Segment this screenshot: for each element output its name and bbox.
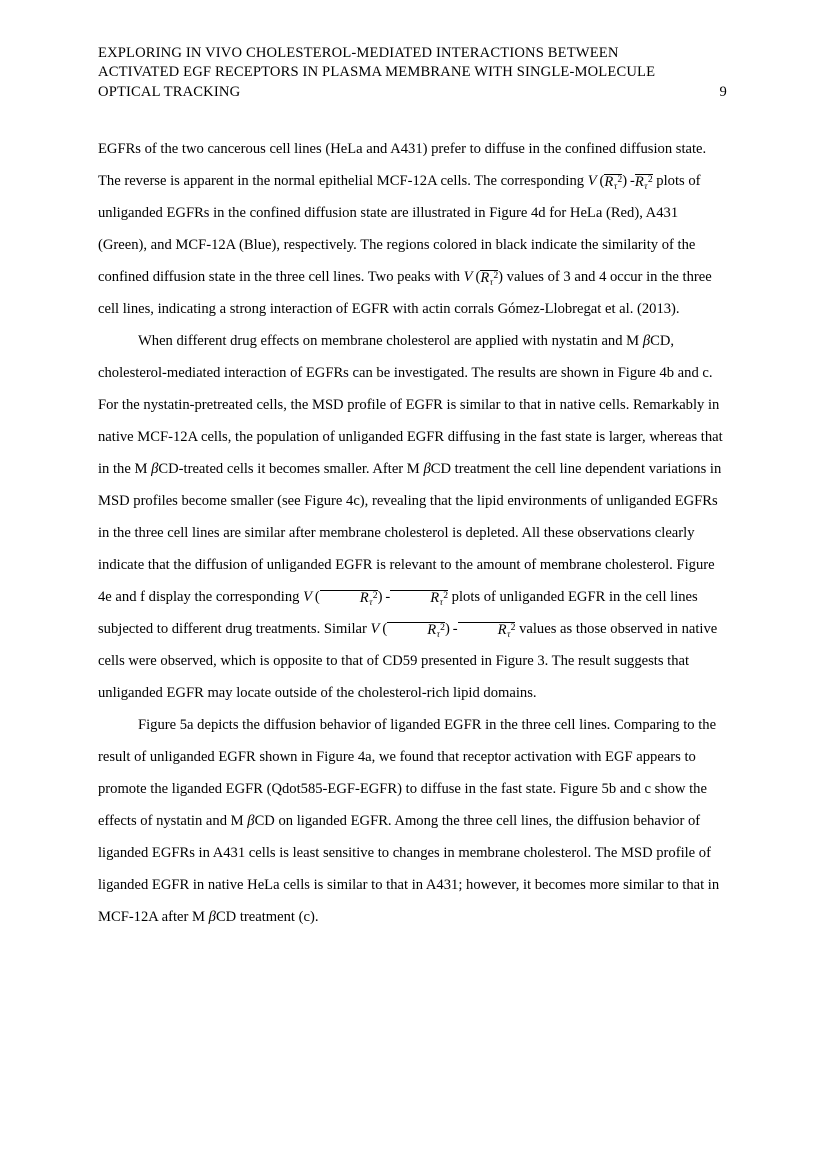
math-symbol-v: V (370, 621, 380, 638)
header-title-line-3: OPTICAL TRACKING (98, 83, 241, 100)
math-close-paren: ) (377, 589, 383, 606)
math-overline-r-tau-squared (604, 174, 622, 191)
math-superscript-two: 2 (510, 622, 516, 634)
math-symbol-beta: β (423, 461, 431, 478)
math-open-paren: ( (382, 621, 388, 638)
math-symbol-r: R (359, 590, 369, 607)
math-overline-r-tau-squared (390, 590, 448, 607)
math-overline-r-tau-squared (480, 270, 498, 287)
math-superscript-two: 2 (617, 174, 623, 186)
page-number: 9 (719, 83, 727, 100)
header-title-line-3-row (98, 83, 727, 102)
math-minus-sign: - (627, 173, 635, 190)
math-open-paren: ( (599, 173, 605, 190)
paragraph-3: Figure 5a depicts the diffusion behavior of liganded EGFR in the three cell lines. Comparing to the result of unliganded EGFR shown in Figure 4a, we found that receptor activation with EGF appears to promote the liganded EGFR (Qdot585-EGF-EGFR) to diffuse in the fast state. Figure 5b and c show the effects of nystatin and M βCD on liganded EGFR. Among the three cell lines, the diffusion behavior of liganded EGFRs in A431 cells is least sensitive to changes in membrane cholesterol. The MSD profile of liganded EGFR in native HeLa cells is similar to that in A431; however, it becomes more similar to that in MCF-12A after M βCD treatment (c). (98, 717, 720, 926)
math-overline-r-tau-squared (635, 174, 653, 191)
math-symbol-v: V (463, 269, 473, 286)
math-symbol-r: R (604, 174, 614, 191)
math-superscript-two: 2 (440, 622, 445, 634)
math-symbol-v: V (587, 173, 597, 190)
math-open-paren: ( (314, 589, 320, 606)
math-overline-r-tau-squared (320, 590, 378, 607)
math-superscript-two: 2 (372, 590, 378, 602)
math-symbol-beta: β (642, 333, 651, 350)
math-v-of-r-tau-squared (303, 589, 382, 605)
paragraph-1: EGFRs of the two cancerous cell lines (HeLa and A431) prefer to diffuse in the confined diffusion state. The reverse is apparent in the normal epithelial MCF-12A cells. The corresponding V $(R_\tau^2)$ $-R_\tau^2$ plots of unliganded EGFRs in the confined diffusion state are illustrated in Figure 4d for HeLa (Red), A431 (Green), and MCF-12A (Blue), respectively. The regions colored in black indicate the similarity of the confined diffusion state in the three cell lines. Two peaks with V $(R_\tau^2)$ values of 3 and 4 occur in the three cell lines, indicating a strong interaction of EGFR with actin corrals Gómez-Llobregat et al. (2013). (98, 141, 712, 318)
math-close-paren: ) (444, 621, 450, 638)
math-subscript-tau: τ (489, 276, 494, 287)
math-symbol-v: V (303, 589, 312, 606)
math-subscript-tau: τ (644, 180, 648, 191)
math-subscript-tau: τ (613, 180, 618, 191)
math-symbol-beta: β (247, 813, 255, 830)
math-v-of-r-tau-squared (464, 269, 503, 285)
running-header (98, 44, 727, 102)
math-superscript-two: 2 (493, 270, 499, 282)
math-superscript-two: 2 (647, 174, 653, 186)
math-symbol-r: R (427, 622, 437, 639)
math-symbol-r: R (497, 622, 507, 639)
math-subscript-tau: τ (507, 628, 511, 639)
math-close-paren: ) (622, 173, 628, 190)
page-content (98, 44, 727, 933)
header-title-line-2: ACTIVATED EGF RECEPTORS IN PLASMA MEMBRANE WITH SINGLE-MOLECULE (98, 64, 656, 81)
math-v-of-r-tau-squared (588, 173, 627, 189)
math-v-of-r-tau-squared (370, 621, 449, 637)
math-minus-sign: - (382, 589, 391, 606)
math-overline-r-tau-squared (458, 622, 516, 639)
math-subscript-tau: τ (436, 628, 440, 639)
math-minus-sign: - (449, 621, 458, 638)
header-title-line-1: EXPLORING IN VIVO CHOLESTEROL-MEDIATED INTERACTIONS BETWEEN (98, 45, 619, 61)
math-close-paren: ) (498, 269, 504, 286)
math-subscript-tau: τ (439, 596, 443, 607)
math-symbol-beta: β (151, 461, 159, 478)
math-v-of-r-tau-squared-minus-r-tau-squared (370, 621, 515, 637)
math-symbol-beta: β (208, 909, 216, 926)
math-symbol-r: R (634, 174, 644, 191)
math-subscript-tau: τ (369, 596, 373, 607)
math-symbol-r: R (480, 270, 490, 287)
paragraph-2: When different drug effects on membrane cholesterol are applied with nystatin and M βCD, cholesterol-mediated interaction of EGFRs can be investigated. The results are shown in Figure 4b and c. For the nystatin-pretreated cells, the MSD profile of EGFR is similar to that in native cells. Remarkably in native MCF-12A cells, the population of unliganded EGFR diffusing in the fast state is larger, whereas that in the M βCD-treated cells it becomes smaller. After M βCD treatment the cell line dependent variations in MSD profiles become smaller (see Figure 4c), revealing that the lipid environments of unliganded EGFRs in the three cell lines are similar after membrane cholesterol is depleted. All these observations clearly indicate that the diffusion of unliganded EGFR is relevant to the amount of membrane cholesterol. Figure 4e and f display the corresponding V ( $R_\tau^2) - R_\tau^2$ plots of unliganded EGFR in the cell lines subjected to different drug treatments. Similar V ( $R_\tau^2) - R_\tau^2$ values as those observed in native cells were observed, which is opposite to that of CD59 presented in Figure 3. The result suggests that unliganded EGFR may locate outside of the cholesterol-rich lipid domains. (98, 333, 723, 702)
math-v-of-r-tau-squared-minus-r-tau-squared (588, 173, 653, 189)
math-superscript-two: 2 (443, 590, 449, 602)
body-text (98, 133, 727, 933)
math-v-of-r-tau-squared-minus-r-tau-squared (303, 589, 448, 605)
math-overline-r-tau-squared (387, 622, 445, 639)
math-open-paren: ( (475, 269, 481, 286)
math-symbol-r: R (430, 590, 440, 607)
